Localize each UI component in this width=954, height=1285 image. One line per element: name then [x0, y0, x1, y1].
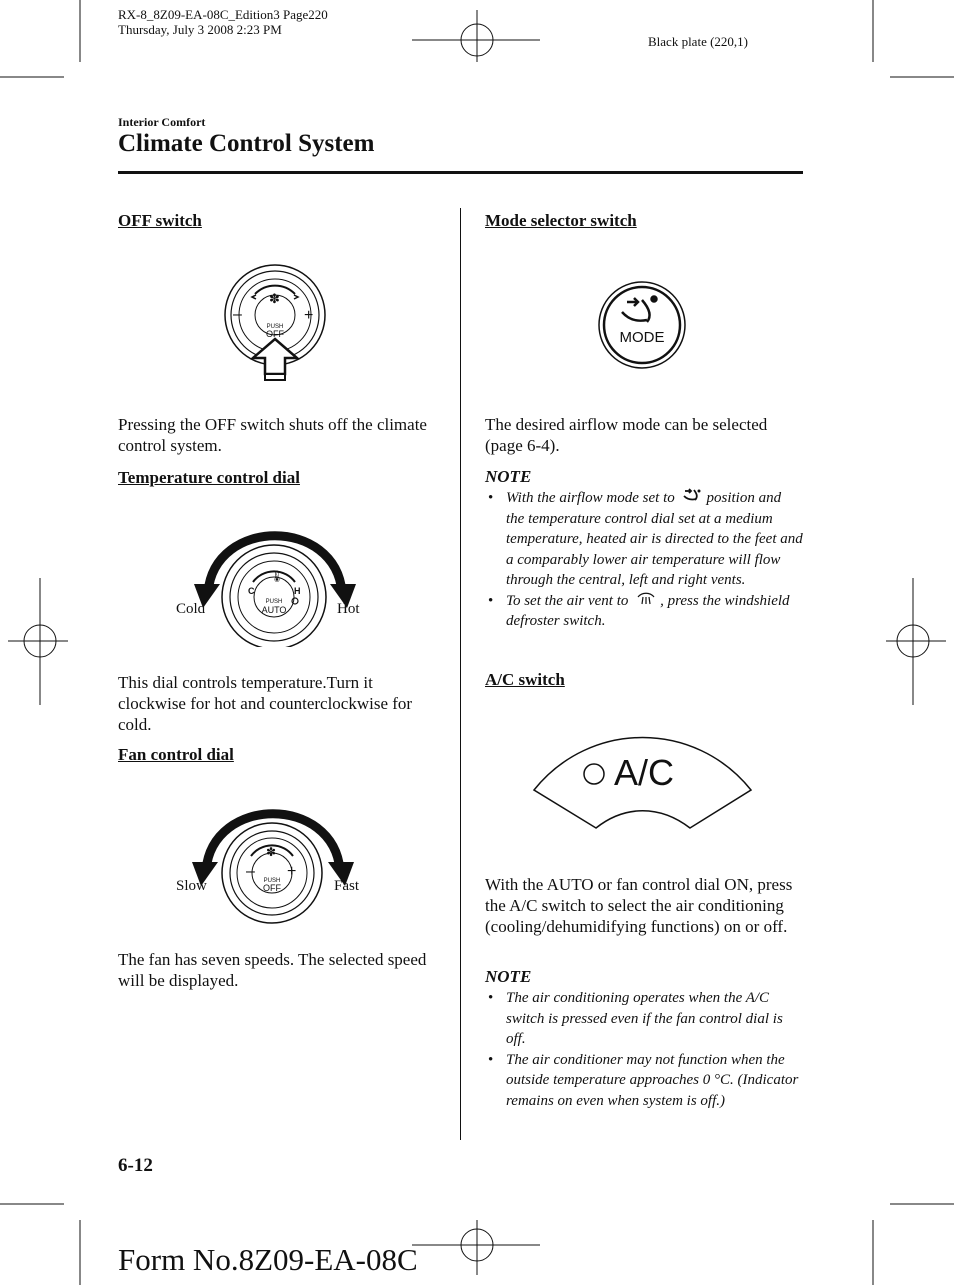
- mode-label: MODE: [619, 329, 665, 346]
- list-item: • To set the air vent to , press the windshield defroster switch.: [488, 592, 790, 629]
- column-divider: [460, 208, 461, 1140]
- airflow-mode-icon: [622, 297, 657, 323]
- auto-text: AUTO: [261, 605, 287, 615]
- ac-notes: [485, 988, 803, 1111]
- off-text: OFF: [266, 329, 284, 339]
- mode-button-illustration: [597, 280, 687, 370]
- push-text: PUSH: [265, 599, 283, 605]
- fan-dial-illustration: [188, 790, 358, 925]
- off-switch-heading: OFF switch: [118, 211, 202, 230]
- ac-heading: A/C switch: [485, 670, 565, 689]
- minus-icon: –: [233, 306, 242, 323]
- mode-heading: Mode selector switch: [485, 211, 637, 230]
- list-item: • The air conditioning operates when the A/C switch is pressed even if the fan control dial is off.: [488, 990, 783, 1047]
- ac-label: A/C: [614, 752, 675, 793]
- plus-icon: +: [304, 307, 314, 324]
- ac-note-heading: NOTE: [485, 967, 532, 986]
- fan-dial-heading: Fan control dial: [118, 745, 234, 764]
- press-arrow-icon: [253, 339, 297, 374]
- cold-label: Cold: [176, 601, 206, 617]
- rotate-arc-icon: [208, 536, 342, 592]
- mode-note-heading: NOTE: [485, 467, 532, 486]
- plus-icon: +: [287, 863, 297, 880]
- defroster-icon: [636, 591, 656, 607]
- push-text: PUSH: [263, 878, 281, 884]
- mode-text: The desired airflow mode can be selected (page 6-4).: [485, 415, 768, 455]
- title-rule: [118, 171, 803, 174]
- fast-label: Fast: [334, 878, 360, 894]
- temp-dial-illustration: [190, 512, 360, 647]
- push-text: PUSH: [266, 324, 284, 330]
- airflow-mode-icon: [683, 488, 703, 504]
- section-label: Interior Comfort: [118, 115, 206, 129]
- fan-dial-text: The fan has seven speeds. The selected speed will be displayed.: [118, 950, 427, 990]
- slow-label: Slow: [176, 878, 207, 894]
- off-text: OFF: [263, 883, 281, 893]
- ac-text: With the AUTO or fan control dial ON, press the A/C switch to select the air conditioning (cooling/dehumidifying functions) on or off.: [485, 875, 793, 936]
- hot-label: Hot: [337, 601, 360, 617]
- print-file-line: RX-8_8Z09-EA-08C_Edition3 Page220: [118, 7, 328, 22]
- fan-icon: ✽: [269, 291, 280, 306]
- h-label: H: [294, 586, 301, 596]
- minus-icon: –: [246, 863, 255, 880]
- fan-icon: ✽: [266, 845, 277, 859]
- mode-notes: [485, 488, 803, 632]
- c-label: C: [248, 586, 255, 596]
- ac-button-illustration: [530, 730, 755, 832]
- off-switch-text: Pressing the OFF switch shuts off the climate control system.: [118, 415, 427, 455]
- off-switch-illustration: [215, 262, 335, 384]
- page-number: 6-12: [118, 1155, 153, 1176]
- thermometer-icon: 🌡: [270, 571, 284, 583]
- list-item: • With the airflow mode set to position and the temperature control dial set at a medium temperature, heated air is directed to the feet and a comparably lower air temperature will flow through the central, left and right vents.: [488, 490, 803, 588]
- form-number: Form No.8Z09-EA-08C: [118, 1242, 418, 1277]
- print-date-line: Thursday, July 3 2008 2:23 PM: [118, 22, 282, 37]
- temp-dial-heading: Temperature control dial: [118, 468, 300, 487]
- temp-dial-text: This dial controls temperature.Turn it clockwise for hot and counterclockwise for cold.: [118, 673, 413, 734]
- page-title: Climate Control System: [118, 130, 375, 157]
- plate-label: Black plate (220,1): [648, 34, 748, 49]
- rotate-arc-icon: [206, 814, 340, 870]
- list-item: • The air conditioner may not function when the outside temperature approaches 0 °C. (Indicator remains on even when system is off.): [488, 1051, 799, 1109]
